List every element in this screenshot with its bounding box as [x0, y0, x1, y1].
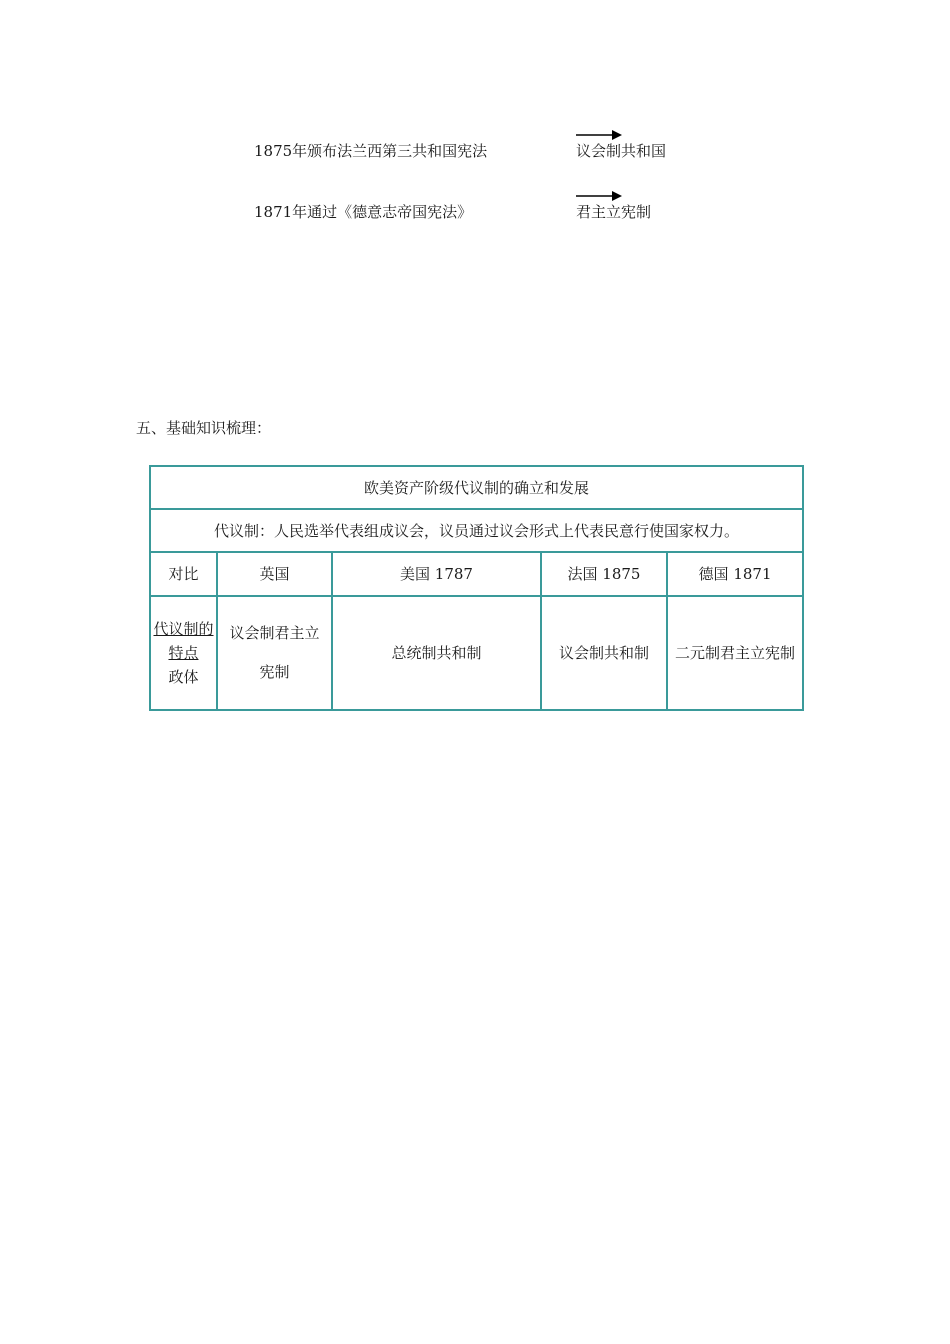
row-label-line-1: 代议制的: [153, 620, 214, 638]
result-1875-text: 议会制共和国: [576, 142, 667, 160]
result-1871-text: 君主立宪制: [576, 203, 652, 221]
result-1875: [576, 140, 666, 161]
result-1871: [576, 201, 651, 222]
table-definition: 代议制：人民选举代表组成议会，议员通过议会形式上代表民意行使国家权力。: [150, 509, 803, 552]
cell-france: 议会制共和制: [541, 596, 667, 710]
table-header-row: [150, 552, 803, 596]
header-germany: 德国 1871: [667, 552, 803, 596]
cell-germany: 二元制君主立宪制: [667, 596, 803, 710]
cell-uk-line-1: 议会制君主立: [229, 624, 320, 642]
header-compare: 对比: [150, 552, 217, 596]
cell-uk: [217, 596, 332, 710]
table-row: [150, 596, 803, 710]
event-1871: 1871年通过《德意志帝国宪法》: [254, 203, 473, 221]
table-title: 欧美资产阶级代议制的确立和发展: [150, 466, 803, 509]
cell-us: 总统制共和制: [332, 596, 541, 710]
cell-uk-line-2: 宪制: [259, 663, 290, 681]
row-label: [150, 596, 217, 710]
header-france: 法国 1875: [541, 552, 667, 596]
row-label-line-2: 特点: [168, 644, 199, 662]
row-label-line-3: 政体: [168, 668, 199, 686]
arrow-icon: [574, 188, 624, 204]
arrow-icon: [574, 127, 624, 143]
header-uk: 英国: [217, 552, 332, 596]
header-us: 美国 1787: [332, 552, 541, 596]
section-heading: 五、基础知识梳理：: [136, 419, 272, 437]
event-1875: 1875年颁布法兰西第三共和国宪法: [254, 142, 488, 160]
knowledge-table: [149, 465, 804, 711]
